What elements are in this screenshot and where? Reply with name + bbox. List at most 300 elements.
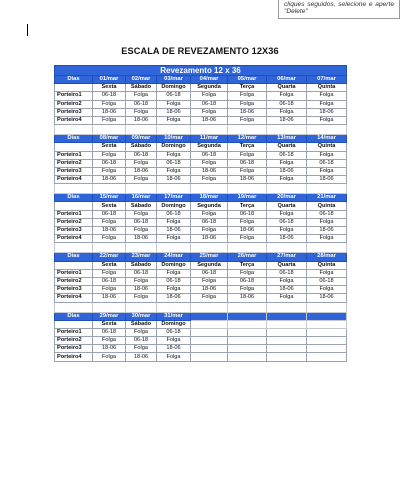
spacer-cell bbox=[267, 184, 307, 194]
shift-cell: Folga bbox=[93, 353, 126, 361]
weekday-cell: Sexta bbox=[93, 320, 126, 328]
schedule-body bbox=[55, 66, 347, 362]
spacer-cell bbox=[157, 302, 191, 312]
date-cell: 17/mar bbox=[157, 194, 191, 202]
shift-cell: Folga bbox=[126, 176, 157, 184]
shift-cell: Folga bbox=[126, 159, 157, 167]
weekday-cell: Sábado bbox=[126, 143, 157, 151]
table-row bbox=[55, 294, 347, 302]
spacer-cell bbox=[228, 302, 267, 312]
date-cell: 18/mar bbox=[191, 194, 228, 202]
shift-cell: Folga bbox=[191, 108, 228, 116]
shift-cell: 18-06 bbox=[267, 167, 307, 175]
shift-cell: 18-06 bbox=[307, 176, 347, 184]
shift-cell: 06-18 bbox=[126, 337, 157, 345]
spacer-cell bbox=[307, 302, 347, 312]
empty-cell bbox=[267, 353, 307, 361]
shift-cell: 18-06 bbox=[267, 116, 307, 124]
empty-cell bbox=[228, 353, 267, 361]
weekday-cell: Domingo bbox=[157, 320, 191, 328]
shift-cell: 06-18 bbox=[267, 218, 307, 226]
table-title: Revezamento 12 x 36 bbox=[55, 66, 347, 76]
empty-cell bbox=[267, 320, 307, 328]
dias-label: Dias bbox=[55, 135, 93, 143]
shift-cell: Folga bbox=[191, 159, 228, 167]
shift-cell: 18-06 bbox=[307, 294, 347, 302]
shift-cell: 06-18 bbox=[93, 328, 126, 336]
shift-cell: Folga bbox=[228, 218, 267, 226]
weekday-cell: Segunda bbox=[191, 261, 228, 269]
date-cell: 06/mar bbox=[267, 76, 307, 84]
spacer-cell bbox=[93, 125, 126, 135]
shift-cell: 18-06 bbox=[93, 176, 126, 184]
shift-cell: Folga bbox=[93, 286, 126, 294]
dias-label: Dias bbox=[55, 312, 93, 320]
date-row bbox=[55, 135, 347, 143]
weekday-cell: Quarta bbox=[267, 143, 307, 151]
shift-cell: 18-06 bbox=[267, 286, 307, 294]
table-row bbox=[55, 345, 347, 353]
weekday-cell: Sábado bbox=[126, 202, 157, 210]
dias-label: Dias bbox=[55, 76, 93, 84]
date-cell: 22/mar bbox=[93, 253, 126, 261]
spacer-cell bbox=[157, 243, 191, 253]
shift-cell: 06-18 bbox=[228, 277, 267, 285]
shift-cell: Folga bbox=[93, 151, 126, 159]
empty-cell bbox=[191, 328, 228, 336]
empty-cell bbox=[267, 312, 307, 320]
table-row bbox=[55, 353, 347, 361]
instruction-note bbox=[278, 0, 400, 19]
shift-cell: Folga bbox=[191, 227, 228, 235]
spacer-cell bbox=[191, 125, 228, 135]
week-spacer bbox=[55, 125, 347, 135]
shift-cell: 06-18 bbox=[228, 159, 267, 167]
weekday-cell: Terça bbox=[228, 202, 267, 210]
weekday-cell: Segunda bbox=[191, 202, 228, 210]
shift-cell: Folga bbox=[307, 92, 347, 100]
date-cell: 20/mar bbox=[267, 194, 307, 202]
shift-cell: Folga bbox=[191, 92, 228, 100]
empty-cell bbox=[267, 328, 307, 336]
shift-cell: 18-06 bbox=[228, 176, 267, 184]
empty-cell bbox=[307, 320, 347, 328]
table-row bbox=[55, 100, 347, 108]
shift-cell: Folga bbox=[267, 277, 307, 285]
shift-cell: 06-18 bbox=[126, 100, 157, 108]
table-row bbox=[55, 151, 347, 159]
shift-cell: 06-18 bbox=[157, 159, 191, 167]
porteiro-name: Porteiro2 bbox=[55, 218, 93, 226]
date-cell: 16/mar bbox=[126, 194, 157, 202]
spacer-cell bbox=[228, 184, 267, 194]
shift-cell: Folga bbox=[126, 277, 157, 285]
weekday-cell: Domingo bbox=[157, 143, 191, 151]
shift-cell: Folga bbox=[307, 235, 347, 243]
date-cell: 07/mar bbox=[307, 76, 347, 84]
shift-cell: 06-18 bbox=[267, 100, 307, 108]
shift-cell: Folga bbox=[267, 294, 307, 302]
shift-cell: 18-06 bbox=[93, 108, 126, 116]
shift-cell: Folga bbox=[191, 210, 228, 218]
spacer-cell bbox=[267, 243, 307, 253]
weekday-cell: Sexta bbox=[93, 261, 126, 269]
empty-cell bbox=[191, 345, 228, 353]
table-row bbox=[55, 159, 347, 167]
weekday-cell: Terça bbox=[228, 84, 267, 92]
weekday-cell: Quinta bbox=[307, 143, 347, 151]
date-cell: 15/mar bbox=[93, 194, 126, 202]
spacer-cell bbox=[307, 125, 347, 135]
shift-cell: Folga bbox=[157, 337, 191, 345]
shift-cell: 06-18 bbox=[157, 328, 191, 336]
date-cell: 04/mar bbox=[191, 76, 228, 84]
empty-cell bbox=[55, 143, 93, 151]
date-cell: 30/mar bbox=[126, 312, 157, 320]
date-cell: 29/mar bbox=[93, 312, 126, 320]
spacer-cell bbox=[126, 184, 157, 194]
shift-cell: 18-06 bbox=[93, 345, 126, 353]
shift-cell: Folga bbox=[228, 92, 267, 100]
weekday-row bbox=[55, 84, 347, 92]
shift-cell: Folga bbox=[126, 210, 157, 218]
table-row bbox=[55, 176, 347, 184]
porteiro-name: Porteiro3 bbox=[55, 345, 93, 353]
porteiro-name: Porteiro2 bbox=[55, 100, 93, 108]
text-cursor bbox=[27, 24, 28, 36]
porteiro-name: Porteiro3 bbox=[55, 167, 93, 175]
shift-cell: Folga bbox=[93, 116, 126, 124]
weekday-cell: Domingo bbox=[157, 84, 191, 92]
instruction-note-text: cliques seguidos, selecione e aperte "Delete" bbox=[284, 1, 394, 16]
shift-cell: Folga bbox=[307, 269, 347, 277]
schedule-table bbox=[54, 65, 347, 362]
shift-cell: 06-18 bbox=[191, 269, 228, 277]
date-cell: 08/mar bbox=[93, 135, 126, 143]
date-cell: 03/mar bbox=[157, 76, 191, 84]
shift-cell: 18-06 bbox=[191, 167, 228, 175]
date-cell: 21/mar bbox=[307, 194, 347, 202]
weekday-cell: Sábado bbox=[126, 84, 157, 92]
spacer-cell bbox=[126, 302, 157, 312]
weekday-cell: Domingo bbox=[157, 261, 191, 269]
shift-cell: Folga bbox=[93, 337, 126, 345]
shift-cell: Folga bbox=[307, 286, 347, 294]
date-cell: 28/mar bbox=[307, 253, 347, 261]
dias-label: Dias bbox=[55, 194, 93, 202]
shift-cell: 18-06 bbox=[307, 108, 347, 116]
weekday-cell: Quinta bbox=[307, 202, 347, 210]
weekday-cell: Domingo bbox=[157, 202, 191, 210]
shift-cell: 18-06 bbox=[157, 227, 191, 235]
shift-cell: Folga bbox=[93, 269, 126, 277]
empty-cell bbox=[55, 202, 93, 210]
spacer-cell bbox=[93, 302, 126, 312]
date-cell: 11/mar bbox=[191, 135, 228, 143]
shift-cell: 18-06 bbox=[267, 235, 307, 243]
shift-cell: Folga bbox=[228, 167, 267, 175]
spacer-cell bbox=[228, 243, 267, 253]
shift-cell: 18-06 bbox=[93, 294, 126, 302]
shift-cell: Folga bbox=[157, 353, 191, 361]
shift-cell: 06-18 bbox=[93, 277, 126, 285]
shift-cell: 06-18 bbox=[307, 159, 347, 167]
shift-cell: Folga bbox=[307, 167, 347, 175]
empty-cell bbox=[228, 320, 267, 328]
spacer-cell bbox=[267, 302, 307, 312]
document-title: ESCALA DE REVEZAMENTO 12X36 bbox=[121, 46, 279, 56]
weekday-cell: Quarta bbox=[267, 202, 307, 210]
weekday-cell: Sexta bbox=[93, 202, 126, 210]
shift-cell: Folga bbox=[228, 100, 267, 108]
shift-cell: 06-18 bbox=[157, 92, 191, 100]
shift-cell: 18-06 bbox=[228, 227, 267, 235]
shift-cell: 06-18 bbox=[267, 151, 307, 159]
shift-cell: Folga bbox=[191, 294, 228, 302]
weekday-cell: Segunda bbox=[191, 143, 228, 151]
shift-cell: Folga bbox=[307, 218, 347, 226]
porteiro-name: Porteiro3 bbox=[55, 286, 93, 294]
table-row bbox=[55, 235, 347, 243]
spacer-cell bbox=[157, 125, 191, 135]
shift-cell: Folga bbox=[307, 100, 347, 108]
empty-cell bbox=[307, 312, 347, 320]
table-title-row bbox=[55, 66, 347, 76]
spacer-cell bbox=[93, 184, 126, 194]
shift-cell: Folga bbox=[126, 328, 157, 336]
porteiro-name: Porteiro1 bbox=[55, 269, 93, 277]
date-cell: 01/mar bbox=[93, 76, 126, 84]
shift-cell: Folga bbox=[126, 345, 157, 353]
porteiro-name: Porteiro1 bbox=[55, 328, 93, 336]
shift-cell: 06-18 bbox=[191, 100, 228, 108]
porteiro-name: Porteiro4 bbox=[55, 235, 93, 243]
date-row bbox=[55, 194, 347, 202]
shift-cell: 06-18 bbox=[93, 210, 126, 218]
spacer-cell bbox=[55, 243, 93, 253]
date-cell: 14/mar bbox=[307, 135, 347, 143]
spacer-cell bbox=[307, 184, 347, 194]
date-cell: 31/mar bbox=[157, 312, 191, 320]
weekday-cell: Terça bbox=[228, 143, 267, 151]
shift-cell: Folga bbox=[93, 218, 126, 226]
empty-cell bbox=[228, 328, 267, 336]
weekday-cell: Segunda bbox=[191, 84, 228, 92]
shift-cell: Folga bbox=[157, 286, 191, 294]
weekday-cell: Sábado bbox=[126, 320, 157, 328]
shift-cell: Folga bbox=[157, 116, 191, 124]
shift-cell: Folga bbox=[267, 92, 307, 100]
shift-cell: 18-06 bbox=[157, 345, 191, 353]
empty-cell bbox=[191, 320, 228, 328]
weekday-cell: Sexta bbox=[93, 84, 126, 92]
porteiro-name: Porteiro1 bbox=[55, 210, 93, 218]
shift-cell: 06-18 bbox=[191, 218, 228, 226]
table-row bbox=[55, 92, 347, 100]
shift-cell: Folga bbox=[307, 116, 347, 124]
shift-cell: 18-06 bbox=[157, 294, 191, 302]
weekday-cell: Quinta bbox=[307, 261, 347, 269]
shift-cell: Folga bbox=[126, 294, 157, 302]
spacer-cell bbox=[93, 243, 126, 253]
weekday-cell: Terça bbox=[228, 261, 267, 269]
shift-cell: Folga bbox=[93, 100, 126, 108]
shift-cell: 06-18 bbox=[157, 277, 191, 285]
date-cell: 09/mar bbox=[126, 135, 157, 143]
shift-cell: 18-06 bbox=[307, 227, 347, 235]
shift-cell: Folga bbox=[228, 151, 267, 159]
shift-cell: Folga bbox=[157, 151, 191, 159]
shift-cell: Folga bbox=[267, 227, 307, 235]
date-cell: 19/mar bbox=[228, 194, 267, 202]
date-row bbox=[55, 76, 347, 84]
table-row bbox=[55, 286, 347, 294]
shift-cell: 18-06 bbox=[93, 227, 126, 235]
shift-cell: Folga bbox=[228, 116, 267, 124]
empty-cell bbox=[191, 312, 228, 320]
table-row bbox=[55, 210, 347, 218]
porteiro-name: Porteiro2 bbox=[55, 337, 93, 345]
shift-cell: Folga bbox=[126, 108, 157, 116]
shift-cell: 18-06 bbox=[191, 235, 228, 243]
shift-cell: 06-18 bbox=[126, 269, 157, 277]
shift-cell: 18-06 bbox=[126, 167, 157, 175]
shift-cell: 18-06 bbox=[157, 176, 191, 184]
empty-cell bbox=[228, 345, 267, 353]
dias-label: Dias bbox=[55, 253, 93, 261]
shift-cell: 06-18 bbox=[93, 159, 126, 167]
date-row bbox=[55, 312, 347, 320]
shift-cell: 18-06 bbox=[228, 294, 267, 302]
empty-cell bbox=[191, 353, 228, 361]
table-row bbox=[55, 227, 347, 235]
porteiro-name: Porteiro2 bbox=[55, 277, 93, 285]
empty-cell bbox=[191, 337, 228, 345]
shift-cell: Folga bbox=[307, 151, 347, 159]
empty-cell bbox=[307, 345, 347, 353]
shift-cell: Folga bbox=[157, 235, 191, 243]
weekday-row bbox=[55, 202, 347, 210]
empty-cell bbox=[307, 353, 347, 361]
spacer-cell bbox=[307, 243, 347, 253]
empty-cell bbox=[307, 328, 347, 336]
weekday-row bbox=[55, 261, 347, 269]
shift-cell: 18-06 bbox=[228, 108, 267, 116]
weekday-row bbox=[55, 143, 347, 151]
shift-cell: Folga bbox=[267, 176, 307, 184]
spacer-cell bbox=[55, 125, 93, 135]
week-spacer bbox=[55, 302, 347, 312]
weekday-cell: Quarta bbox=[267, 84, 307, 92]
date-cell: 23/mar bbox=[126, 253, 157, 261]
shift-cell: Folga bbox=[228, 235, 267, 243]
date-cell: 25/mar bbox=[191, 253, 228, 261]
shift-cell: Folga bbox=[267, 210, 307, 218]
empty-cell bbox=[228, 312, 267, 320]
spacer-cell bbox=[191, 243, 228, 253]
table-row bbox=[55, 167, 347, 175]
shift-cell: Folga bbox=[157, 218, 191, 226]
shift-cell: 18-06 bbox=[126, 286, 157, 294]
shift-cell: 18-06 bbox=[126, 353, 157, 361]
date-cell: 27/mar bbox=[267, 253, 307, 261]
spacer-cell bbox=[55, 184, 93, 194]
shift-cell: Folga bbox=[191, 277, 228, 285]
spacer-cell bbox=[228, 125, 267, 135]
week-spacer bbox=[55, 243, 347, 253]
shift-cell: 18-06 bbox=[191, 286, 228, 294]
shift-cell: 18-06 bbox=[191, 116, 228, 124]
spacer-cell bbox=[126, 125, 157, 135]
shift-cell: 18-06 bbox=[157, 108, 191, 116]
empty-cell bbox=[55, 320, 93, 328]
weekday-cell: Quinta bbox=[307, 84, 347, 92]
date-cell: 02/mar bbox=[126, 76, 157, 84]
shift-cell: 18-06 bbox=[126, 235, 157, 243]
table-row bbox=[55, 328, 347, 336]
shift-cell: Folga bbox=[228, 269, 267, 277]
spacer-cell bbox=[191, 302, 228, 312]
date-cell: 24/mar bbox=[157, 253, 191, 261]
shift-cell: Folga bbox=[93, 235, 126, 243]
empty-cell bbox=[267, 345, 307, 353]
empty-cell bbox=[267, 337, 307, 345]
shift-cell: Folga bbox=[267, 108, 307, 116]
porteiro-name: Porteiro4 bbox=[55, 176, 93, 184]
shift-cell: 06-18 bbox=[93, 92, 126, 100]
shift-cell: 06-18 bbox=[157, 210, 191, 218]
table-row bbox=[55, 277, 347, 285]
spacer-cell bbox=[157, 184, 191, 194]
date-cell: 12/mar bbox=[228, 135, 267, 143]
shift-cell: Folga bbox=[228, 286, 267, 294]
date-cell: 05/mar bbox=[228, 76, 267, 84]
porteiro-name: Porteiro1 bbox=[55, 151, 93, 159]
shift-cell: Folga bbox=[267, 159, 307, 167]
shift-cell: 06-18 bbox=[307, 210, 347, 218]
table-row bbox=[55, 116, 347, 124]
week-spacer bbox=[55, 184, 347, 194]
shift-cell: Folga bbox=[157, 269, 191, 277]
shift-cell: Folga bbox=[93, 167, 126, 175]
spacer-cell bbox=[126, 243, 157, 253]
table-row bbox=[55, 269, 347, 277]
porteiro-name: Porteiro3 bbox=[55, 108, 93, 116]
weekday-cell: Quarta bbox=[267, 261, 307, 269]
weekday-cell: Sexta bbox=[93, 143, 126, 151]
shift-cell: Folga bbox=[126, 227, 157, 235]
empty-cell bbox=[55, 261, 93, 269]
table-row bbox=[55, 337, 347, 345]
shift-cell: 06-18 bbox=[307, 277, 347, 285]
porteiro-name: Porteiro4 bbox=[55, 116, 93, 124]
empty-cell bbox=[307, 337, 347, 345]
spacer-cell bbox=[191, 184, 228, 194]
shift-cell: 06-18 bbox=[126, 151, 157, 159]
date-cell: 13/mar bbox=[267, 135, 307, 143]
shift-cell: Folga bbox=[191, 176, 228, 184]
shift-cell: Folga bbox=[157, 167, 191, 175]
table-row bbox=[55, 108, 347, 116]
porteiro-name: Porteiro2 bbox=[55, 159, 93, 167]
date-cell: 26/mar bbox=[228, 253, 267, 261]
porteiro-name: Porteiro4 bbox=[55, 294, 93, 302]
weekday-cell: Sábado bbox=[126, 261, 157, 269]
spacer-cell bbox=[55, 302, 93, 312]
empty-cell bbox=[228, 337, 267, 345]
shift-cell: 06-18 bbox=[228, 210, 267, 218]
porteiro-name: Porteiro3 bbox=[55, 227, 93, 235]
